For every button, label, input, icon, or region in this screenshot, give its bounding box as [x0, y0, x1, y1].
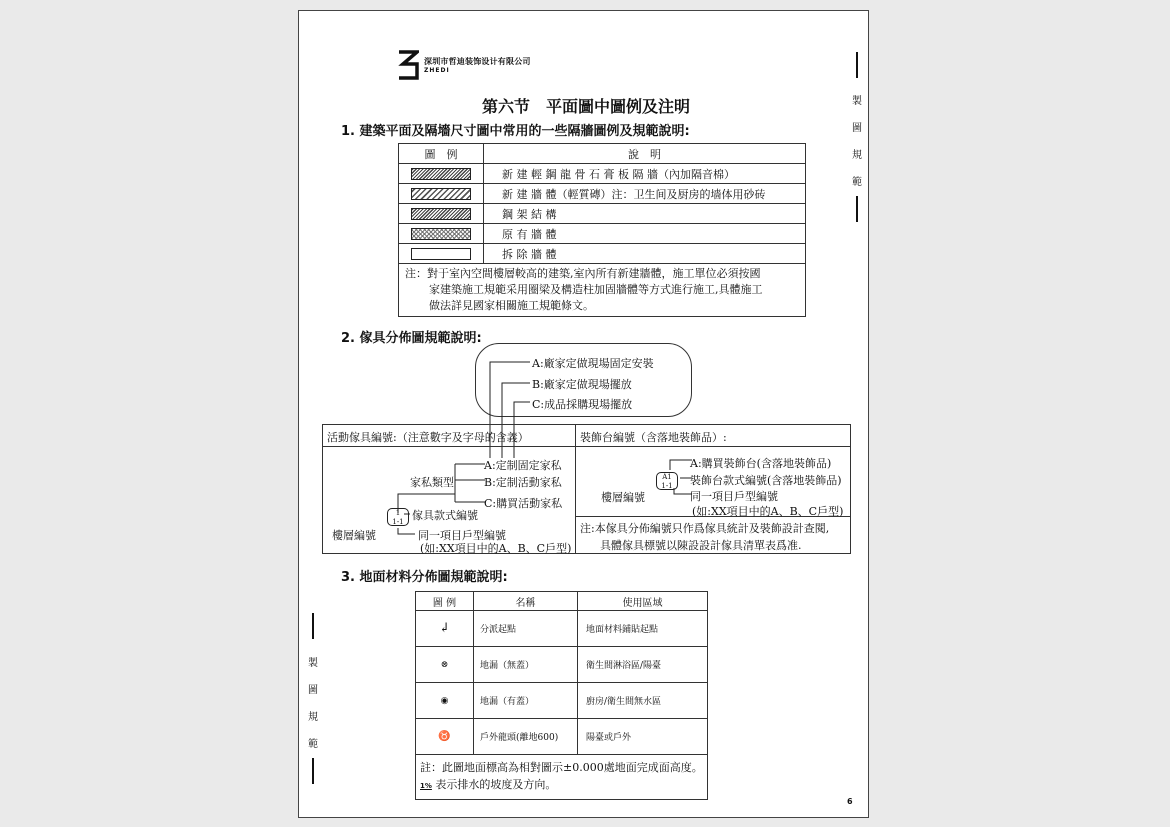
col-legend: 圖 例 — [399, 144, 484, 164]
light-steel-wall-swatch — [411, 168, 471, 180]
left-code-label: 傢具款式編號 — [412, 509, 478, 522]
section3-heading: 3. 地面材料分佈圖規範說明: — [341, 570, 508, 585]
decor-hex-icon: A1 1-1 — [656, 472, 678, 490]
floor-row-name: 分派起點 — [474, 611, 578, 647]
floor-legend-table — [415, 591, 708, 800]
left-b-label: B:定制活動家私 — [484, 476, 562, 489]
legend-row: 拆 除 牆 體 — [484, 244, 806, 264]
floor-row-area: 廚房/衛生間無水區 — [578, 683, 708, 719]
drain-covered-icon: ◉ — [416, 683, 474, 719]
right-eg-label: (如:XX項目中的A、B、C戶型) — [692, 505, 844, 518]
legend-row: 原 有 牆 體 — [484, 224, 806, 244]
col-name: 名稱 — [474, 592, 578, 611]
faucet-icon: ♉ — [416, 719, 474, 755]
slope-arrow-icon: 1% — [420, 782, 432, 790]
floor-row-area: 地面材料鋪貼起點 — [578, 611, 708, 647]
section1-heading: 1. 建築平面及隔墻尺寸圖中常用的一些隔牆圖例及規範說明: — [341, 124, 690, 139]
legend-row: 新 建 輕 鋼 龍 骨 石 膏 板 隔 牆（內加隔音棉） — [484, 164, 806, 184]
right-a-label: A:購買裝飾台(含落地裝飾品) — [690, 457, 832, 470]
col-legend: 圖 例 — [416, 592, 474, 611]
left-eg-label: (如:XX項目中的A、B、C戶型) — [420, 542, 572, 555]
steel-frame-swatch — [411, 208, 471, 220]
col-desc: 說 明 — [484, 144, 806, 164]
side-label-right: 製 圖 規 範 — [852, 96, 862, 188]
side-label-left: 製 圖 規 範 — [308, 658, 318, 750]
right-floor-label: 樓層編號 — [601, 491, 645, 504]
page-number: 6 — [847, 797, 853, 806]
wall-note: 注：對于室內空間樓層較高的建築,室內所有新建牆體，施工單位必須按國 家建築施工規範采用圈梁及構造柱加固牆體等方式進行施工,具體施工 做法詳見國家相關施工規範條文。 — [399, 264, 806, 317]
left-same-label: 同一項目戶型編號 — [418, 529, 506, 542]
floor-row-name: 地漏（無蓋） — [474, 647, 578, 683]
cloud-line-a: A:廠家定做現場固定安裝 — [532, 357, 654, 370]
left-title: 活動傢具編號:（注意數字及字母的含義） — [327, 431, 529, 444]
left-type-label: 家私類型 — [410, 476, 454, 489]
left-floor-label: 樓層編號 — [332, 529, 376, 542]
side-rule-top — [856, 52, 858, 78]
legend-row: 新 建 牆 體（輕質磚）注：卫生间及厨房的墙体用砂砖 — [484, 184, 806, 204]
right-note-line1: 注:本傢具分佈編號只作爲傢具統計及裝飾設計查閱, — [580, 522, 830, 535]
new-brick-wall-swatch — [411, 188, 471, 200]
floor-row-name: 戶外龍頭(離地600) — [474, 719, 578, 755]
floor-note — [416, 755, 708, 800]
col-area: 使用區域 — [578, 592, 708, 611]
furniture-table-divider — [575, 424, 576, 554]
cloud-line-c: C:成品採購現場擺放 — [532, 398, 633, 411]
right-code-label: 裝飾台款式編號(含落地裝飾品) — [690, 474, 842, 487]
side-rule-top-left — [312, 613, 314, 639]
side-rule-bottom-left — [312, 758, 314, 784]
furniture-table-rule — [322, 446, 851, 447]
floor-row-area: 陽臺或戶外 — [578, 719, 708, 755]
wall-legend-table — [398, 143, 806, 317]
company-logo — [397, 50, 419, 80]
drain-uncovered-icon: ⊗ — [416, 647, 474, 683]
left-a-label: A:定制固定家私 — [484, 459, 562, 472]
furniture-hex-icon: 1 1-1 — [387, 508, 409, 526]
existing-wall-swatch — [411, 228, 471, 240]
section2-heading: 2. 傢具分佈圖規範說明: — [341, 331, 482, 346]
page-title: 第六节 平面圖中圖例及注明 — [482, 97, 691, 116]
floor-row-area: 衛生間淋浴區/陽臺 — [578, 647, 708, 683]
floor-note-line2: 1% 表示排水的坡度及方向。 — [420, 778, 557, 791]
floor-row-name: 地漏（有蓋） — [474, 683, 578, 719]
right-note-line2: 具體傢具標號以陳設設計傢具清單表爲准. — [600, 539, 802, 552]
demolish-wall-swatch — [411, 248, 471, 260]
cloud-line-b: B:廠家定做現場擺放 — [532, 378, 632, 391]
company-name: 深圳市哲迪装饰设计有限公司 — [424, 57, 531, 66]
start-point-icon: ↲ — [416, 611, 474, 647]
right-title: 裝飾台編號（含落地裝飾品）: — [580, 431, 727, 444]
left-c-label: C:購買活動家私 — [484, 497, 563, 510]
right-same-label: 同一項目戶型編號 — [690, 490, 778, 503]
legend-row: 鋼 架 結 構 — [484, 204, 806, 224]
side-rule-bottom — [856, 196, 858, 222]
logo-text: ZHEDI — [424, 67, 450, 74]
floor-note-line1: 註：此圖地面標高為相對圖示±0.000處地面完成面高度。 — [420, 761, 703, 774]
